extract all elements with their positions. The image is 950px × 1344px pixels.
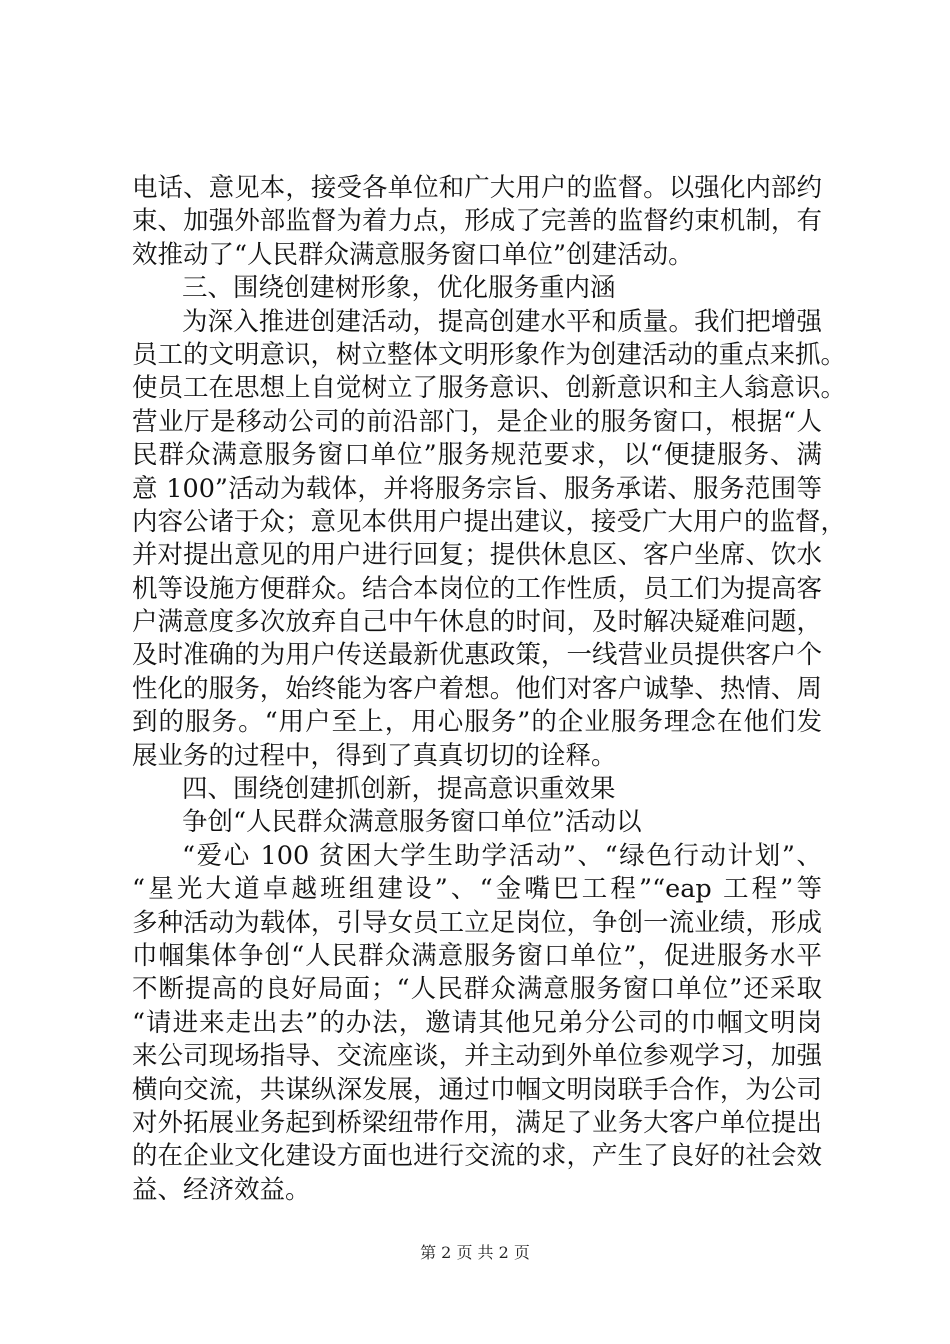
text-line: 为深入推进创建活动，提高创建水平和质量。我们把增强 [182,306,822,337]
text-line: 员工的文明意识，树立整体文明形象作为创建活动的重点来抓。 [132,339,847,370]
text-line: 益、经济效益。 [132,1174,311,1205]
text-line: 内容公诸于众；意见本供用户提出建议，接受广大用户的监督， [132,506,847,537]
text-line: 机等设施方便群众。结合本岗位的工作性质，员工们为提高客 [132,573,822,604]
text-line: 对外拓展业务起到桥梁纽带作用，满足了业务大客户单位提出 [132,1107,822,1138]
text-line: 的在企业文化建设方面也进行交流的求，产生了良好的社会效 [132,1141,822,1172]
text-line: 到的服务。“用户至上，用心服务”的企业服务理念在他们发 [132,707,822,738]
text-line: 展业务的过程中，得到了真真切切的诠释。 [132,740,617,771]
text-line: 不断提高的良好局面；“人民群众满意服务窗口单位”还采取 [132,974,822,1005]
text-line: 民群众满意服务窗口单位”服务规范要求，以“便捷服务、满 [132,440,822,471]
section-heading-4: 四、围绕创建抓创新，提高意识重效果 [182,774,616,805]
text-line: 来公司现场指导、交流座谈，并主动到外单位参观学习，加强 [132,1041,822,1072]
text-line: 横向交流，共谋纵深发展，通过巾帼文明岗联手合作，为公司 [132,1074,822,1105]
text-line: 效推动了“人民群众满意服务窗口单位”创建活动。 [132,239,694,270]
text-line: 户满意度多次放弃自己中午休息的时间，及时解决疑难问题， [132,607,822,638]
text-line: “爱心 100 贫困大学生助学活动”、“绿色行动计划”、 [182,840,822,871]
text-line: 使员工在思想上自觉树立了服务意识、创新意识和主人翁意识。 [132,373,847,404]
text-line: 巾帼集体争创“人民群众满意服务窗口单位”，促进服务水平 [132,940,822,971]
text-line: 意 100”活动为载体，并将服务宗旨、服务承诺、服务范围等 [132,473,822,504]
text-line: 多种活动为载体，引导女员工立足岗位，争创一流业绩，形成 [132,907,822,938]
document-body [132,172,847,1207]
text-line: 性化的服务，始终能为客户着想。他们对客户诚挚、热情、周 [132,673,822,704]
text-line: 营业厅是移动公司的前沿部门，是企业的服务窗口，根据“人 [132,406,822,437]
text-line: 电话、意见本，接受各单位和广大用户的监督。以强化内部约 [132,173,822,203]
section-heading-3: 三、围绕创建树形象，优化服务重内涵 [182,273,616,304]
page-number-footer: 第 2 页 共 2 页 [420,1243,530,1262]
text-line: “请进来走出去”的办法，邀请其他兄弟分公司的巾帼文明岗 [132,1007,822,1038]
text-line: 及时准确的为用户传送最新优惠政策，一线营业员提供客户个 [132,640,822,671]
text-line: “星光大道卓越班组建设”、“金嘴巴工程”“eap 工程”等 [132,874,822,905]
text-line: 并对提出意见的用户进行回复；提供休息区、客户坐席、饮水 [132,540,822,571]
text-line: 争创“人民群众满意服务窗口单位”活动以 [182,807,642,838]
text-line: 束、加强外部监督为着力点，形成了完善的监督约束机制，有 [132,206,822,237]
